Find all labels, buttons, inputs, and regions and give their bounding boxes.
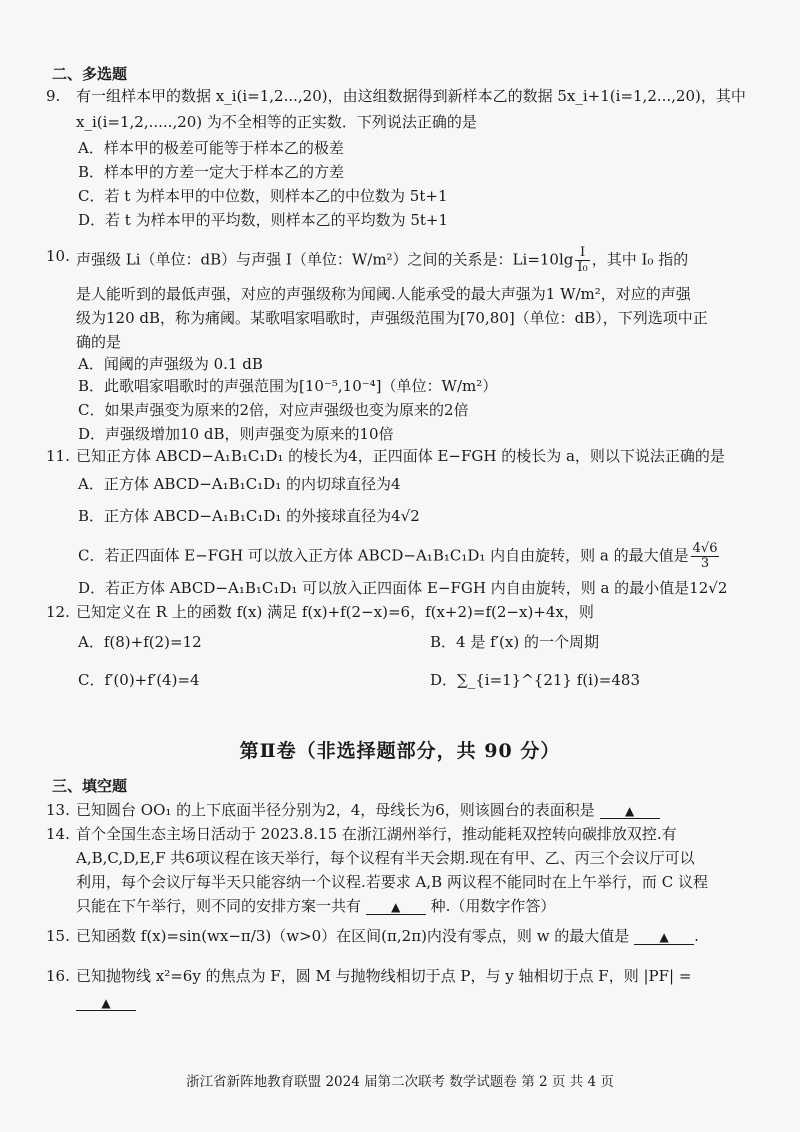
- option-d: D．声强级增加10 dB，则声强变为原来的10倍: [78, 425, 394, 443]
- option-a: A．闻阈的声强级为 0.1 dB: [78, 355, 263, 373]
- question-stem: 有一组样本甲的数据 x_i(i=1,2...,20)，由这组数据得到新样本乙的数据 5x_i+1(i=1,2...,20)，其中: [76, 87, 746, 105]
- question-stem: 已知抛物线 x²=6y 的焦点为 F，圆 M 与抛物线相切于点 P，与 y 轴相切于点 F，则 |PF| =: [76, 967, 692, 985]
- section-title-multiple-choice: 二、多选题: [52, 65, 128, 83]
- question-number: 13.: [46, 801, 70, 819]
- fraction: $\frac{I}{\text{I₀}}$: [577, 245, 588, 275]
- question-stem: 已知正方体 ABCD−A₁B₁C₁D₁ 的棱长为4，正四面体 E−FGH 的棱长为 a，则以下说法正确的是: [76, 447, 725, 465]
- question-stem: 首个全国生态主场日活动于 2023.8.15 在浙江湖州举行，推动能耗双控转向碳排放双控.有: [76, 825, 677, 843]
- answer-blank[interactable]: ▲: [634, 930, 694, 945]
- option-b: B．正方体 ABCD−A₁B₁C₁D₁ 的外接球直径为4√2: [78, 507, 420, 525]
- question-number: 11.: [46, 447, 70, 465]
- option-b: B．4 是 f′(x) 的一个周期: [430, 633, 599, 651]
- option-c: C．f′(0)+f′(4)=4: [78, 671, 200, 689]
- question-stem: x_i(i=1,2,.....,20) 为不全相等的正实数．下列说法正确的是: [76, 113, 477, 131]
- question-stem: 已知圆台 OO₁ 的上下底面半径分别为2，4，母线长为6，则该圆台的表面积是: [76, 801, 595, 819]
- answer-blank[interactable]: ▲: [600, 804, 660, 819]
- option-c: C．如果声强变为原来的2倍，对应声强级也变为原来的2倍: [78, 401, 469, 419]
- option-a: A．样本甲的极差可能等于样本乙的极差: [78, 139, 344, 157]
- answer-blank[interactable]: ▲: [76, 996, 136, 1011]
- section-title-fill-in: 三、填空题: [52, 777, 128, 795]
- question-stem: 声强级 Li（单位：dB）与声强 I（单位：W/m²）之间的关系是：Li=10lg: [76, 250, 574, 269]
- question-stem: A,B,C,D,E,F 共6项议程在该天举行，每个议程有半天会期.现在有甲、乙、丙三个会议厅可以: [76, 849, 695, 867]
- option-b: B．样本甲的方差一定大于样本乙的方差: [78, 163, 345, 181]
- option-b: B．此歌唱家唱歌时的声强范围为[10⁻⁵,10⁻⁴]（单位：W/m²）: [78, 377, 498, 395]
- question-number: 16.: [46, 967, 70, 985]
- option-d: D．若正方体 ABCD−A₁B₁C₁D₁ 可以放入正四面体 E−FGH 内自由旋转，则 a 的最小值是12√2: [78, 579, 728, 597]
- question-stem: 利用，每个会议厅每半天只能容纳一个议程.若要求 A,B 两议程不能同时在上午举行，而 C 议程: [76, 873, 708, 891]
- question-stem: 级为120 dB，称为痛阈。某歌唱家唱歌时，声强级范围为[70,80]（单位：dB），下列选项中正: [76, 309, 708, 327]
- question-stem: 是人能听到的最低声强，对应的声强级称为闻阈.人能承受的最大声强为1 W/m²，对应的声强: [76, 285, 691, 303]
- question-stem: 已知定义在 R 上的函数 f(x) 满足 f(x)+f(2−x)=6，f(x+2)=f(2−x)+4x，则: [76, 603, 594, 621]
- question-number: 9.: [46, 87, 61, 105]
- option-a: A．正方体 ABCD−A₁B₁C₁D₁ 的内切球直径为4: [78, 475, 401, 493]
- option-c: C．若 t 为样本甲的中位数，则样本乙的中位数为 5t+1: [78, 187, 448, 205]
- page-footer: 浙江省新阵地教育联盟 2024 届第二次联考 数学试题卷 第 2 页 共 4 页: [186, 1074, 614, 1090]
- question-stem: 已知函数 f(x)=sin(wx−π/3)（w>0）在区间(π,2π)内没有零点，则 w 的最大值是: [76, 927, 630, 945]
- question-number: 15.: [46, 927, 70, 945]
- question-number: 10.: [46, 247, 70, 265]
- exam-page: 二、多选题 9. 有一组样本甲的数据 x_i(i=1,2...,20)，由这组数据得到新样本乙的数据 5x_i+1(i=1,2...,20)，其中 x_i(i=1,2,.....,20) 为不全相等的正实数．下列说法正确的是 A．样本甲的极差可能等于样本乙的极差 B．样本甲的方差一定大于样本乙的方差 C．若 t 为样本甲的中位数，则样本乙的中位数为 5t+1 D．若 t 为样本甲的平均数，则样本乙的平均数为 5t+1 10. 声强级 Li（单位：dB）与声强 I（单位：W/m²）之间的关系是：Li=10lg $\frac{I}{\text{I₀}}$ ，其中 I₀ 指的 是人能听到的最低声强，对应的声强级称为闻阈.人能承受的最大声强为1 W/m²，对应的声强 级为120 dB，称为痛阈。某歌唱家唱歌时，声强级范围为[70,80]（单位：dB），下列选项中正 确的是 A．闻阈的声强级为 0.1 dB B．此歌唱家唱歌时的声强范围为[10⁻⁵,10⁻⁴]（单位：W/m²） C．如果声强变为原来的2倍，对应声强级也变为原来的2倍 D．声强级增加10 dB，则声强变为原来的10倍 11. 已知正方体 ABCD−A₁B₁C₁D₁ 的棱长为4，正四面体 E−FGH 的棱长为 a，则以下说法正确的是 A．正方体 ABCD−A₁B₁C₁D₁ 的内切球直径为4 B．正方体 ABCD−A₁B₁C₁D₁ 的外接球直径为4√2 C．若正四面体 E−FGH 可以放入正方体 ABCD−A₁B₁C₁D₁ 内自由旋转，则 a 的最大值是 $\frac{4√6}{3}$ D．若正方体 ABCD−A₁B₁C₁D₁ 可以放入正四面体 E−FGH 内自由旋转，则 a 的最小值是12√2 12. 已知定义在 R 上的函数 f(x) 满足 f(x)+f(2−x)=6，f(x+2)=f(2−x)+4x，则 A．f(8)+f(2)=12 B．4 是 f′(x) 的一个周期 C．f′(0)+f′(4)=4 D．∑_{i=1}^{21} f(i)=483 第Ⅱ卷（非选择题部分，共 90 分） 三、填空题 13. 已知圆台 OO₁ 的上下底面半径分别为2，4，母线长为6，则该圆台的表面积是 ▲ 14. 首个全国生态主场日活动于 2023.8.15 在浙江湖州举行，推动能耗双控转向碳排放双控.有 A,B,C,D,E,F 共6项议程在该天举行，每个议程有半天会期.现在有甲、乙、丙三个会议厅可以 利用，每个会议厅每半天只能容纳一个议程.若要求 A,B 两议程不能同时在上午举行，而 C 议程 只能在下午举行，则不同的安排方案一共有 ▲ 种.（用数字作答） 15. 已知函数 f(x)=sin(wx−π/3)（w>0）在区间(π,2π)内没有零点，则 w 的最大值是 ▲ . 16. 已知抛物线 x²=6y 的焦点为 F，圆 M 与抛物线相切于点 P，与 y 轴相切于点 F，则 |PF| = ▲ 浙江省新阵地教育联盟 2024 届第二次联考 数学试题卷 第 2 页 共 4 页: [0, 0, 800, 1132]
- answer-blank[interactable]: ▲: [366, 900, 426, 915]
- question-number: 14.: [46, 825, 70, 843]
- option-c: C．若正四面体 E−FGH 可以放入正方体 ABCD−A₁B₁C₁D₁ 内自由旋转，则 a 的最大值是 $\frac{4√6}{3}$: [78, 541, 718, 571]
- part-2-title: 第Ⅱ卷（非选择题部分，共 90 分）: [239, 740, 561, 762]
- question-stem: 确的是: [76, 333, 122, 351]
- option-d: D．若 t 为样本甲的平均数，则样本乙的平均数为 5t+1: [78, 211, 449, 229]
- question-stem: 只能在下午举行，则不同的安排方案一共有: [76, 897, 362, 915]
- fraction: $\frac{4√6}{3}$: [692, 541, 718, 571]
- option-a: A．f(8)+f(2)=12: [78, 633, 202, 651]
- option-d: D．∑_{i=1}^{21} f(i)=483: [430, 671, 640, 689]
- question-number: 12.: [46, 603, 70, 621]
